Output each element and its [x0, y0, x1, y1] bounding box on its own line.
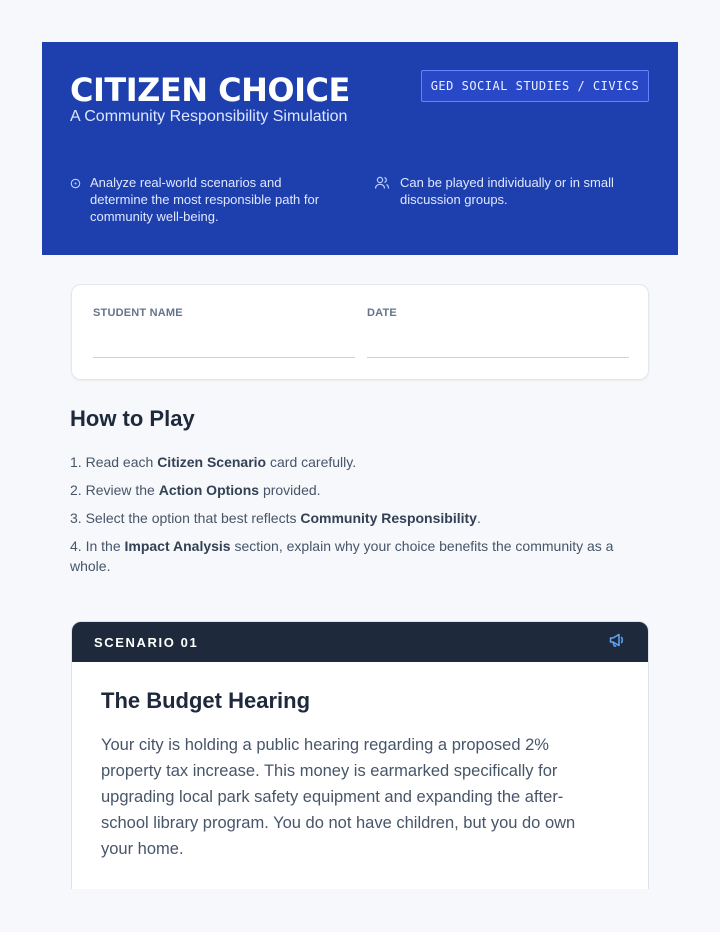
- student-name-label: STUDENT NAME: [93, 307, 183, 319]
- scenario-card: [71, 621, 649, 889]
- student-name-line[interactable]: [93, 357, 355, 358]
- users-icon: [374, 176, 390, 194]
- instructions-list: [70, 452, 650, 584]
- feature-analyze: [70, 174, 340, 225]
- student-name-field[interactable]: [93, 307, 355, 319]
- how-to-play-title: How to Play: [70, 406, 195, 431]
- page-title: CITIZEN CHOICE: [70, 71, 350, 109]
- instruction-step: 4. In the Impact Analysis section, explain why your choice benefits the community as a whole.: [70, 538, 614, 574]
- scenario-title: The Budget Hearing: [101, 688, 311, 713]
- scenario-header: [72, 622, 648, 662]
- feature-group: [374, 174, 654, 208]
- feature-text: Can be played individually or in small discussion groups.: [400, 175, 614, 207]
- page-subtitle: A Community Responsibility Simulation: [70, 108, 348, 125]
- megaphone-icon: [608, 632, 626, 653]
- info-circle-icon: [70, 176, 81, 193]
- header-banner: [42, 42, 678, 255]
- scenario-label: SCENARIO 01: [94, 634, 199, 650]
- instruction-step: 3. Select the option that best reflects Community Responsibility.: [70, 510, 481, 526]
- date-field[interactable]: [367, 307, 629, 319]
- instruction-step: 1. Read each Citizen Scenario card carefully.: [70, 454, 357, 470]
- date-label: DATE: [367, 307, 397, 319]
- feature-text: Analyze real-world scenarios and determine the most responsible path for community well-being.: [90, 175, 320, 224]
- instruction-step: 2. Review the Action Options provided.: [70, 482, 321, 498]
- subject-badge: GED SOCIAL STUDIES / CIVICS: [421, 70, 649, 102]
- date-line[interactable]: [367, 357, 629, 358]
- scenario-description: Your city is holding a public hearing regarding a proposed 2% property tax increase. This money is earmarked specifically for upgrading local park safety equipment and expanding the after-school library program. You do not have children, but you do own your home.: [101, 736, 576, 858]
- student-info-card: [71, 284, 649, 380]
